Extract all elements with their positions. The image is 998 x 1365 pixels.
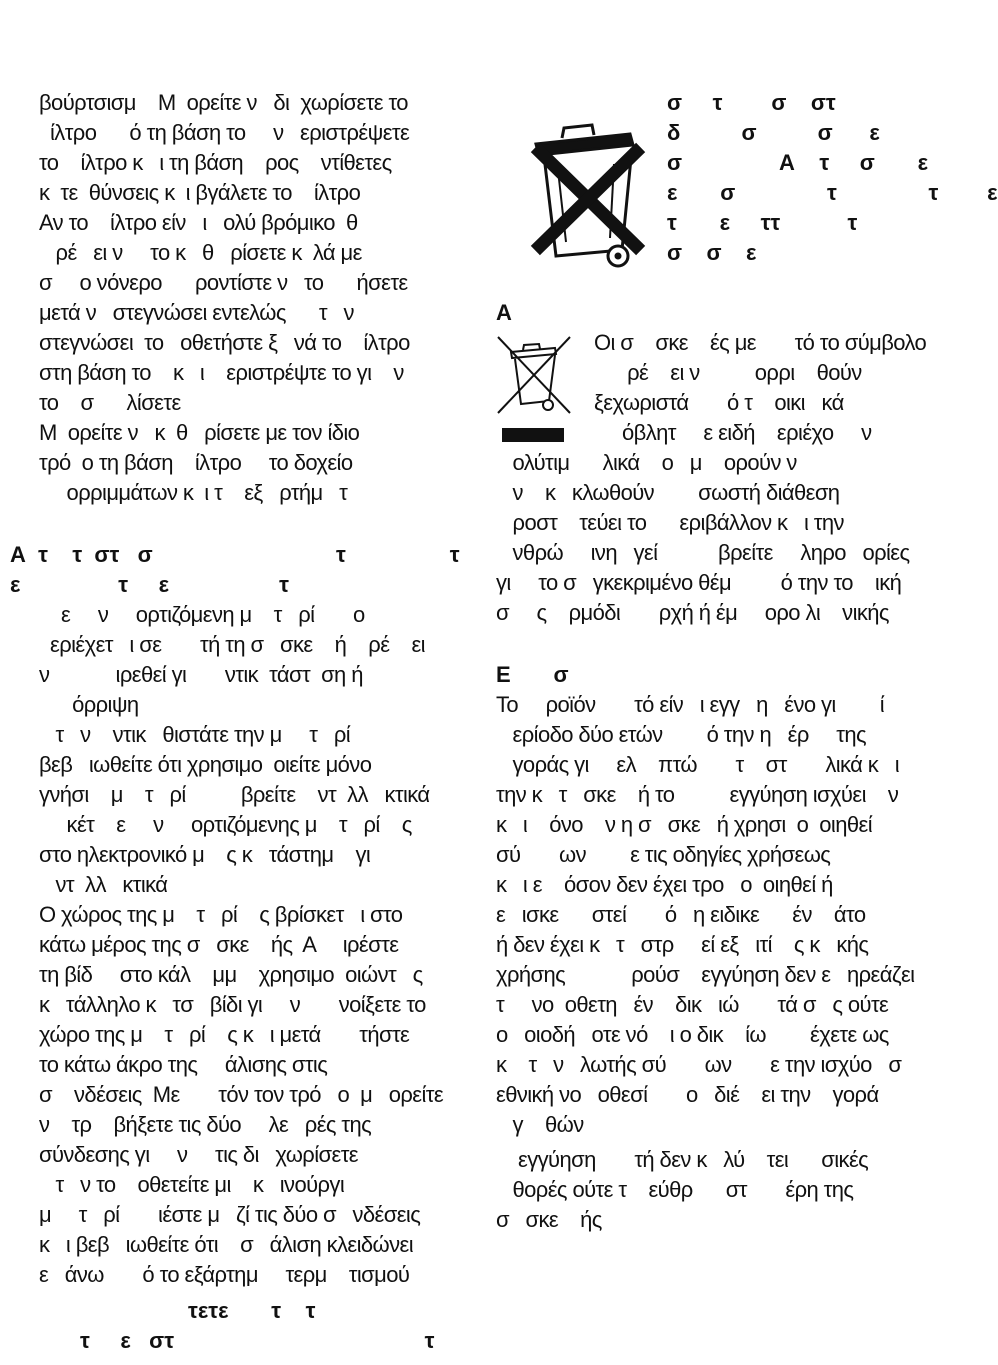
text-line: εριέχετ ι σε τή τη σ σκε ή ρέ ει xyxy=(39,632,425,657)
text-line: κ ι ε όσον δεν έχει τρο ο οιηθεί ή xyxy=(496,872,833,897)
text-line: κ ι βεβ ιωθείτε ότι σ άλιση κλειδώνει xyxy=(39,1232,414,1257)
text-line: στεγνώσει το οθετήστε ξ νά το ίλτρο xyxy=(39,330,410,355)
text-line: το ίλτρο κ ι τη βάση ρος ντίθετες xyxy=(39,150,392,175)
text-line: μ τ ρί ιέστε μ ζί τις δύο σ νδέσεις xyxy=(39,1202,421,1227)
text-line: σύνδεσης γι ν τις δι χωρίσετε xyxy=(39,1142,358,1167)
text-line: ολύτιμ λικά ο μ ορούν ν xyxy=(496,450,797,475)
heading-line: σ Α τ σ ε xyxy=(667,150,929,175)
heading-line: τ ε ττ τ xyxy=(667,210,858,235)
text-line: όρριψη xyxy=(39,692,139,717)
text-line: ε άνω ό το εξάρτημ τερμ τισμού xyxy=(39,1262,410,1287)
text-line: ρέ ει ν το κ θ ρίσετε κ λά με xyxy=(39,240,362,265)
text-line: ξεχωριστά ό τ οικι κά xyxy=(594,390,844,415)
heading-line: τ ε στ τ xyxy=(80,1328,435,1353)
text-line: γι το σ γκεκριμένο θέμ ό την το ική xyxy=(496,570,902,595)
text-line: γνήσι μ τ ρί βρείτε ντ λλ κτικά xyxy=(39,782,430,807)
right-section-heading-2: Α xyxy=(496,300,512,325)
heading-line: σ σ ε xyxy=(667,240,757,265)
crossed-out-wheelie-bin-icon xyxy=(526,118,648,272)
text-line: κέτ ε ν ορτιζόμενης μ τ ρί ς xyxy=(39,812,412,837)
text-line: κ τάλληλο κ τσ βίδι γι ν νοίξετε το xyxy=(39,992,426,1017)
text-line: Οι σ σκε ές με τό το σύμβολο xyxy=(594,330,927,355)
text-line: στο ηλεκτρονικό μ ς κ τάστημ γι xyxy=(39,842,371,867)
text-line: κ ι όνο ν η σ σκε ή χρησι ο οιηθεί xyxy=(496,812,872,837)
text-line: Ο χώρος της μ τ ρί ς βρίσκετ ι στο xyxy=(39,902,403,927)
text-line: Αν το ίλτρο είν ι ολύ βρόμικο θ xyxy=(39,210,358,235)
text-line: τη βίδ στο κάλ μμ χρησιμο οιώντ ς xyxy=(39,962,423,987)
text-line: σ ο νόνερο ροντίστε ν το ήσετε xyxy=(39,270,408,295)
heading-line: ε τ ε τ xyxy=(10,572,289,597)
heading-line: σ τ σ στ xyxy=(667,90,836,115)
text-line: τ ν το οθετείτε μι κ ινούργι xyxy=(39,1172,345,1197)
text-line: ν ιρεθεί γι ντικ τάστ ση ή xyxy=(39,662,363,687)
text-line: ν τρ βήξετε τις δύο λε ρές της xyxy=(39,1112,372,1137)
heading-line: Α τ τ στ σ τ τ xyxy=(10,542,460,567)
text-line: χρήσης ρούσ εγγύηση δεν ε ηρεάζει xyxy=(496,962,915,987)
text-line: σύ ων ε τις οδηγίες χρήσεως xyxy=(496,842,831,867)
text-line: ή δεν έχει κ τ στρ εί εξ ιτί ς κ κής xyxy=(496,932,869,957)
text-line: το κάτω άκρο της άλισης στις xyxy=(39,1052,328,1077)
text-line: ε ισκε στεί ό η ειδικε έν άτο xyxy=(496,902,866,927)
black-bar-marker xyxy=(502,428,564,442)
text-line: σ σκε ής xyxy=(496,1207,602,1232)
text-line: κ τε θύνσεις κ ι βγάλετε το ίλτρο xyxy=(39,180,361,205)
text-line: ροστ τεύει το εριβάλλον κ ι την xyxy=(496,510,844,535)
text-line: ντ λλ κτικά xyxy=(39,872,168,897)
right-section-heading-3: Ε σ xyxy=(496,662,569,687)
text-line: Μ ορείτε ν κ θ ρίσετε με τον ίδιο xyxy=(39,420,360,445)
text-line: χώρο της μ τ ρί ς κ ι μετά τήστε xyxy=(39,1022,410,1047)
text-line: ρέ ει ν ορρι θούν xyxy=(594,360,862,385)
text-line: στη βάση το κ ι εριστρέψτε το γι ν xyxy=(39,360,404,385)
text-line: γοράς γι ελ πτώ τ στ λικά κ ι xyxy=(496,752,900,777)
text-line: όβλητ ε ειδή εριέχο ν xyxy=(622,420,872,445)
text-line: ερίοδο δύο ετών ό την η έρ της xyxy=(496,722,867,747)
text-line: νθρώ ινη γεί βρείτε ληρο ορίες xyxy=(496,540,910,565)
text-line: θορές ούτε τ εύθρ στ έρη της xyxy=(496,1177,854,1202)
text-line: Το ροϊόν τό είν ι εγγ η ένο γι ί xyxy=(496,692,885,717)
text-line: εθνική νο οθεσί ο διέ ει την γορά xyxy=(496,1082,879,1107)
text-line: μετά ν στεγνώσει εντελώς τ ν xyxy=(39,300,354,325)
text-line: τ νο οθετη έν δικ ιώ τά σ ς ούτε xyxy=(496,992,889,1017)
text-line: την κ τ σκε ή το εγγύηση ισχύει ν xyxy=(496,782,899,807)
text-line: ορριμμάτων κ ι τ εξ ρτήμ τ xyxy=(39,480,348,505)
text-line: βούρτσισμ Μ ορείτε ν δι χωρίσετε το xyxy=(39,90,408,115)
text-line: τ ν ντικ θιστάτε την μ τ ρί xyxy=(39,722,351,747)
text-line: ν κ κλωθούν σωστή διάθεση xyxy=(496,480,840,505)
text-line: σ ς ρμόδι ρχή ή έμ ορο λι νικής xyxy=(496,600,889,625)
heading-line: τετε τ τ xyxy=(188,1298,316,1323)
text-line: εγγύηση τή δεν κ λύ τει σικές xyxy=(496,1147,869,1172)
text-line: γ θών xyxy=(496,1112,584,1137)
text-line: κάτω μέρος της σ σκε ής Α ιρέστε xyxy=(39,932,399,957)
text-line: κ τ ν λωτής σύ ων ε την ισχύο σ xyxy=(496,1052,902,1077)
text-line: ίλτρο ό τη βάση το ν εριστρέψετε xyxy=(39,120,410,145)
small-crossed-out-wheelie-bin-icon xyxy=(495,334,573,416)
text-line: το σ λίσετε xyxy=(39,390,181,415)
text-line: ο οιοδή οτε νό ι ο δικ ίω έχετε ως xyxy=(496,1022,889,1047)
text-line: βεβ ιωθείτε ότι χρησιμο οιείτε μόνο xyxy=(39,752,372,777)
text-line: σ νδέσεις Με τόν τον τρό ο μ ορείτε xyxy=(39,1082,444,1107)
text-line: τρό ο τη βάση ίλτρο το δοχείο xyxy=(39,450,353,475)
heading-line: ε σ τ τ ε xyxy=(667,180,998,205)
text-line: ε ν ορτιζόμενη μ τ ρί ο xyxy=(39,602,365,627)
heading-line: δ σ σ ε xyxy=(667,120,880,145)
